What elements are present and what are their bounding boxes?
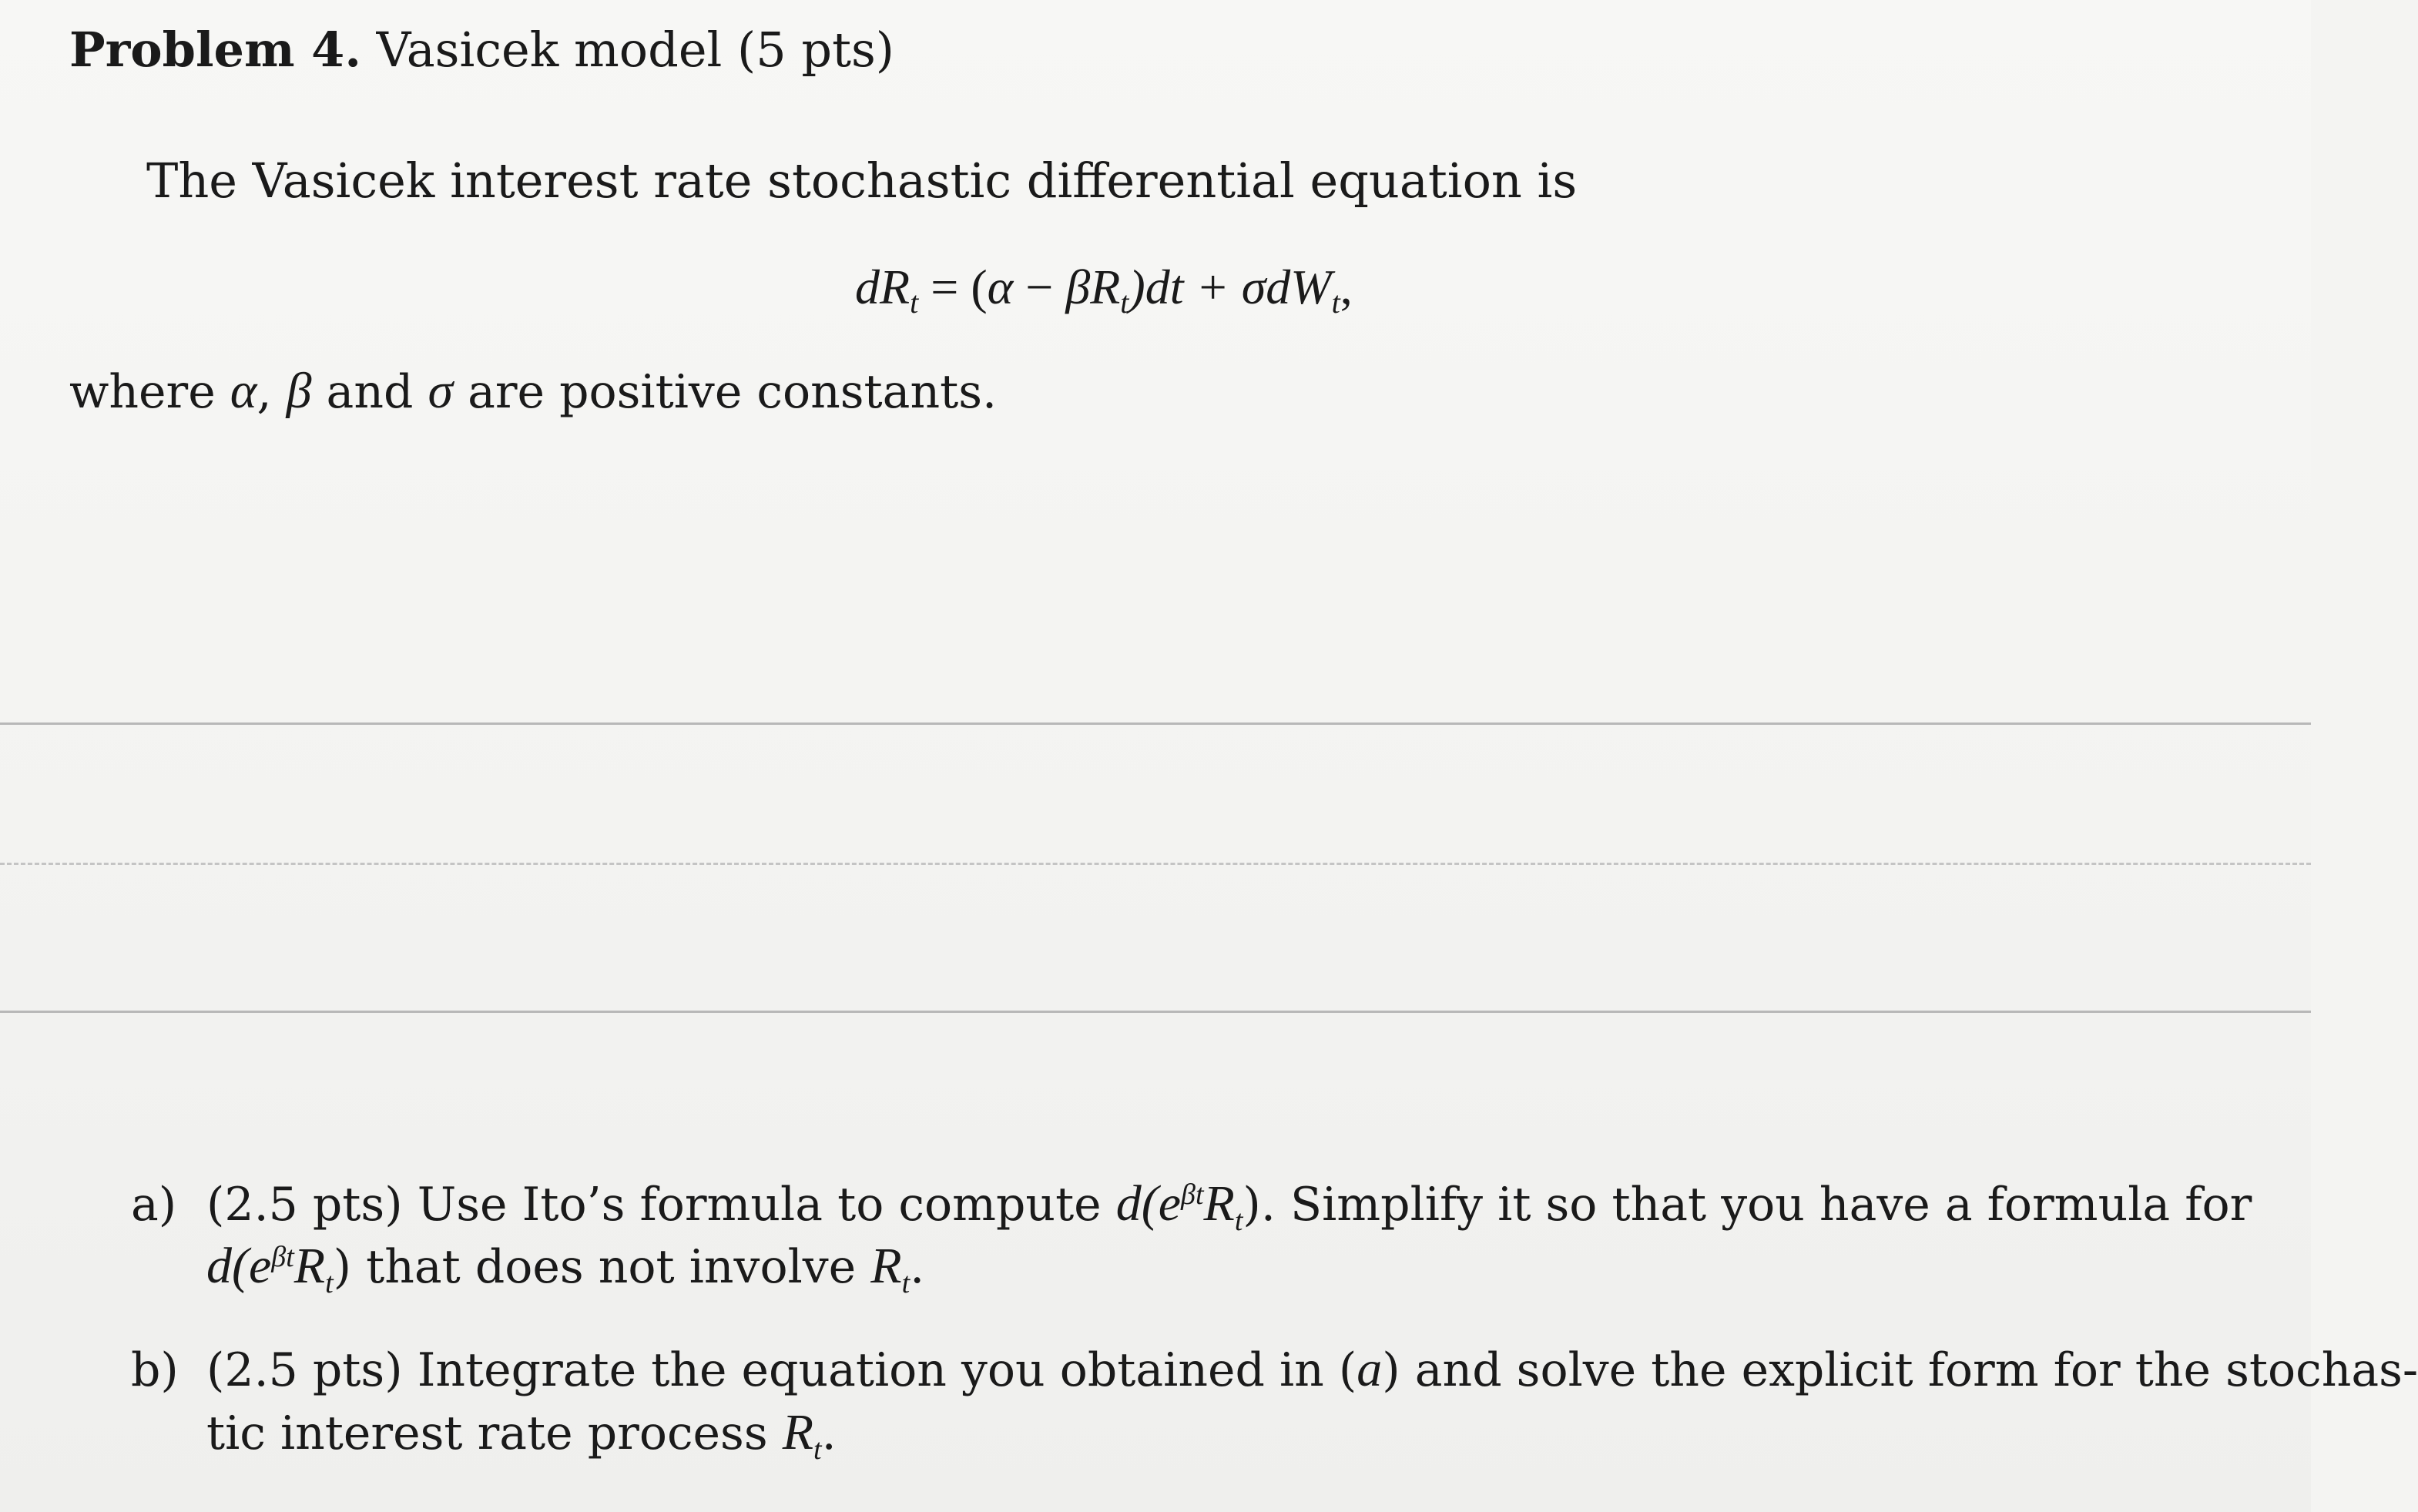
- part-a-close: ).: [1243, 1178, 1276, 1232]
- eq-R-sub: t: [1120, 285, 1129, 320]
- part-a-line2-R2: R: [870, 1238, 902, 1294]
- part-a-line2-exp: βt: [271, 1241, 294, 1273]
- eq-comma: ,: [1340, 260, 1353, 314]
- where-clause: [69, 362, 997, 421]
- problem-label: Problem 4.: [69, 22, 361, 78]
- part-b-label: b): [131, 1343, 179, 1397]
- where-comma: ,: [257, 365, 287, 419]
- part-b-line2-end: .: [821, 1406, 837, 1460]
- part-b-line2: [206, 1403, 837, 1467]
- part-a-R-sub: t: [1234, 1205, 1243, 1237]
- part-b-line1: [131, 1340, 2418, 1399]
- part-a-label: a): [131, 1178, 177, 1232]
- part-a-line2-R2-sub: t: [901, 1267, 911, 1299]
- eq-alpha: α: [987, 260, 1014, 314]
- part-a-text1: Use Ito’s formula to compute: [402, 1178, 1116, 1232]
- eq-lhs: dR: [855, 260, 911, 314]
- eq-equals: = (: [918, 260, 988, 314]
- part-b-text2: ) and solve the explicit form for the stochas-: [1382, 1343, 2418, 1397]
- intro-text: The Vasicek interest rate stochastic differential equation is: [146, 153, 1578, 209]
- part-b-line2-R-sub: t: [813, 1433, 822, 1466]
- where-text-end: are positive constants.: [453, 365, 998, 419]
- eq-dW: dW: [1266, 260, 1332, 314]
- part-b-pts: (2.5 pts): [206, 1343, 403, 1397]
- where-alpha: α: [230, 363, 257, 419]
- problem-heading: [69, 22, 894, 78]
- where-and: and: [311, 365, 428, 419]
- eq-lhs-sub: t: [910, 285, 919, 320]
- part-a-exp: βt: [1181, 1178, 1204, 1211]
- part-a-line2-d: d(e: [206, 1238, 272, 1294]
- part-a-d-open: d(e: [1115, 1175, 1182, 1232]
- part-b-a: a: [1357, 1341, 1383, 1397]
- eq-dt: )dt +: [1129, 260, 1242, 314]
- part-a-line2-end: .: [910, 1240, 925, 1294]
- divider-bottom: [0, 1011, 2311, 1013]
- part-a-text2: Simplify it so that you have a formula for: [1275, 1178, 2252, 1232]
- eq-beta: β: [1065, 260, 1091, 314]
- vasicek-equation: [855, 259, 1353, 320]
- part-a-R: R: [1203, 1175, 1235, 1232]
- eq-minus: −: [1013, 260, 1066, 314]
- part-b-line2-R: R: [782, 1404, 814, 1460]
- where-beta: β: [286, 363, 312, 419]
- eq-W-sub: t: [1331, 285, 1340, 320]
- part-a-line2-R-sub: t: [325, 1267, 334, 1299]
- part-a-line1: [131, 1175, 2252, 1238]
- eq-sigma: σ: [1241, 260, 1266, 314]
- problem-title: Vasicek model (5 pts): [376, 22, 894, 78]
- divider-dashed: [0, 863, 2311, 865]
- part-a-line2-close: ): [333, 1240, 352, 1294]
- part-a-line2-R: R: [293, 1238, 326, 1294]
- part-a-pts: (2.5 pts): [206, 1178, 403, 1232]
- where-sigma: σ: [428, 363, 453, 419]
- part-b-text1: Integrate the equation you obtained in (: [402, 1343, 1357, 1397]
- where-text-start: where: [69, 365, 230, 419]
- divider-top: [0, 722, 2311, 725]
- part-b-line2-text: tic interest rate process: [206, 1406, 783, 1460]
- part-a-line2: [206, 1237, 924, 1300]
- eq-R: R: [1090, 260, 1121, 314]
- part-a-line2-text: that does not involve: [351, 1240, 871, 1294]
